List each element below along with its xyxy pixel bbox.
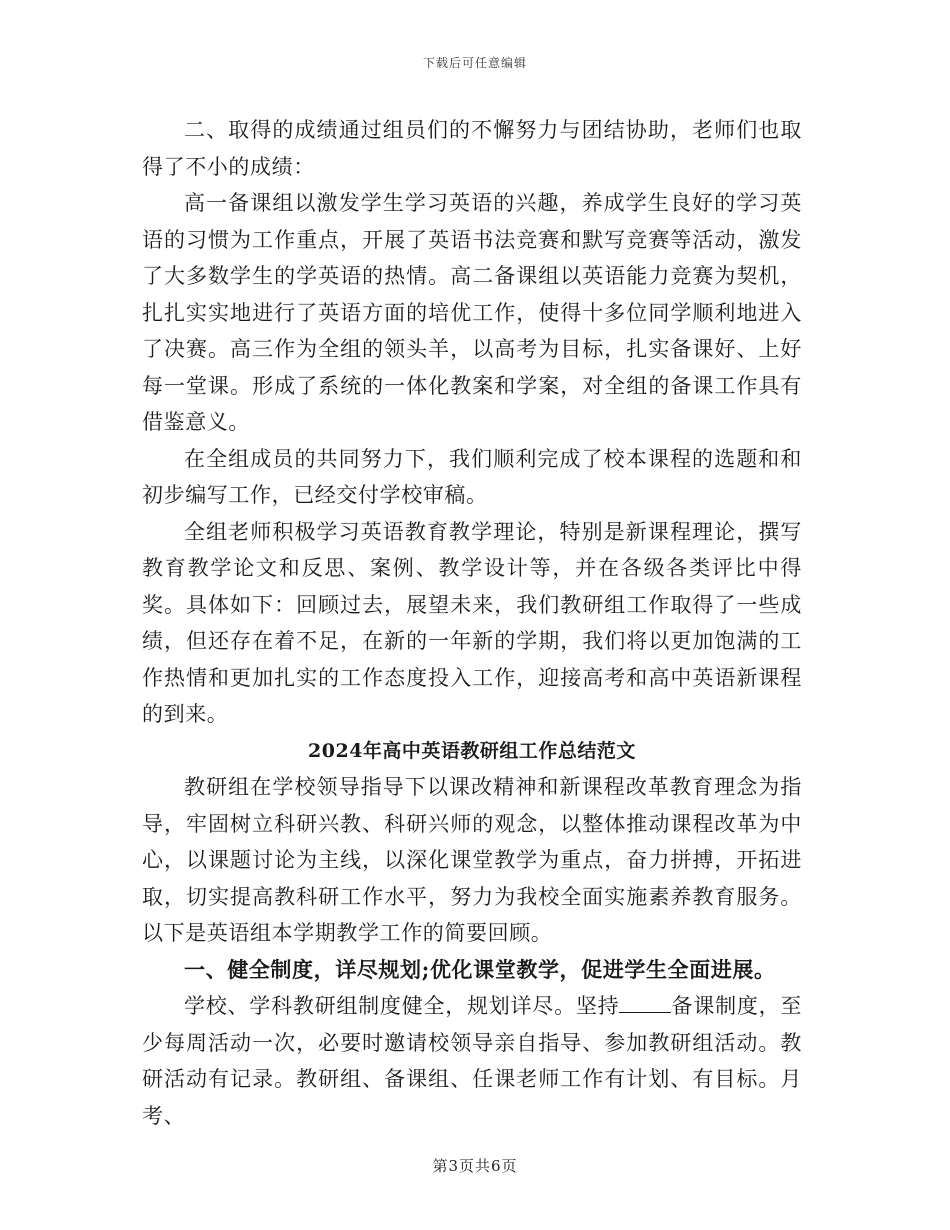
document-title: 2024年高中英语教研组工作总结范文 bbox=[308, 739, 636, 762]
paragraph-teacher-study: 全组老师积极学习英语教育教学理论，特别是新课程理论，撰写教育教学论文和反思、案例、教学设计等，并在各级各类评比中得奖。具体如下：回顾过去，展望未来，我们教研组工作取得了一些成绩，但还存在着不足，在新的一年新的学期，我们将以更加饱满的工作热情和更加扎实的工作态度投入工作，迎接高考和高中英语新课程的到来。 bbox=[142, 519, 802, 726]
fill-in-blank bbox=[619, 994, 671, 1013]
page-number: 第3页共6页 bbox=[432, 1157, 518, 1175]
paragraph-system-planning bbox=[142, 988, 802, 1134]
paragraph-achievements-intro: 二、取得的成绩通过组员们的不懈努力与团结协助，老师们也取得了不小的成绩： bbox=[142, 118, 802, 179]
paragraph-school-curriculum: 在全组成员的共同努力下，我们顺利完成了校本课程的选题和和初步编写工作，已经交付学校审稿。 bbox=[142, 446, 802, 507]
paragraph-overview: 教研组在学校领导指导下以课改精神和新课程改革教育理念为指导，牢固树立科研兴教、科研兴师的观念，以整体推动课程改革为中心，以课题讨论为主线，以深化课堂教学为重点，奋力拼搏，开拓进取，切实提高教科研工作水平，努力为我校全面实施素养教育服务。以下是英语组本学期教学工作的简要回顾。 bbox=[142, 775, 802, 945]
section-heading-one: 一、健全制度，详尽规划;优化课堂教学，促进学生全面进展。 bbox=[184, 956, 776, 982]
paragraph-grade-groups: 高一备课组以激发学生学习英语的兴趣，养成学生良好的学习英语的习惯为工作重点，开展了英语书法竞赛和默写竞赛等活动，激发了大多数学生的学英语的热情。高二备课组以英语能力竞赛为契机，扎扎实实地进行了英语方面的培优工作，使得十多位同学顺利地进入了决赛。高三作为全组的领头羊，以高考为目标，扎实备课好、上好每一堂课。形成了系统的一体化教案和学案，对全组的备课工作具有借鉴意义。 bbox=[142, 191, 802, 434]
header-note: 下载后可任意编辑 bbox=[422, 56, 527, 70]
document-body bbox=[142, 112, 802, 1134]
paragraph-text-part1: 学校、学科教研组制度健全，规划详尽。坚持 bbox=[184, 994, 620, 1018]
paragraph-text-part2: 备课制度，至少每周活动一次，必要时邀请校领导亲自指导、参加教研组活动。教研活动有记录。教研组、备课组、任课老师工作有计划、有目标。月考、 bbox=[142, 994, 803, 1128]
